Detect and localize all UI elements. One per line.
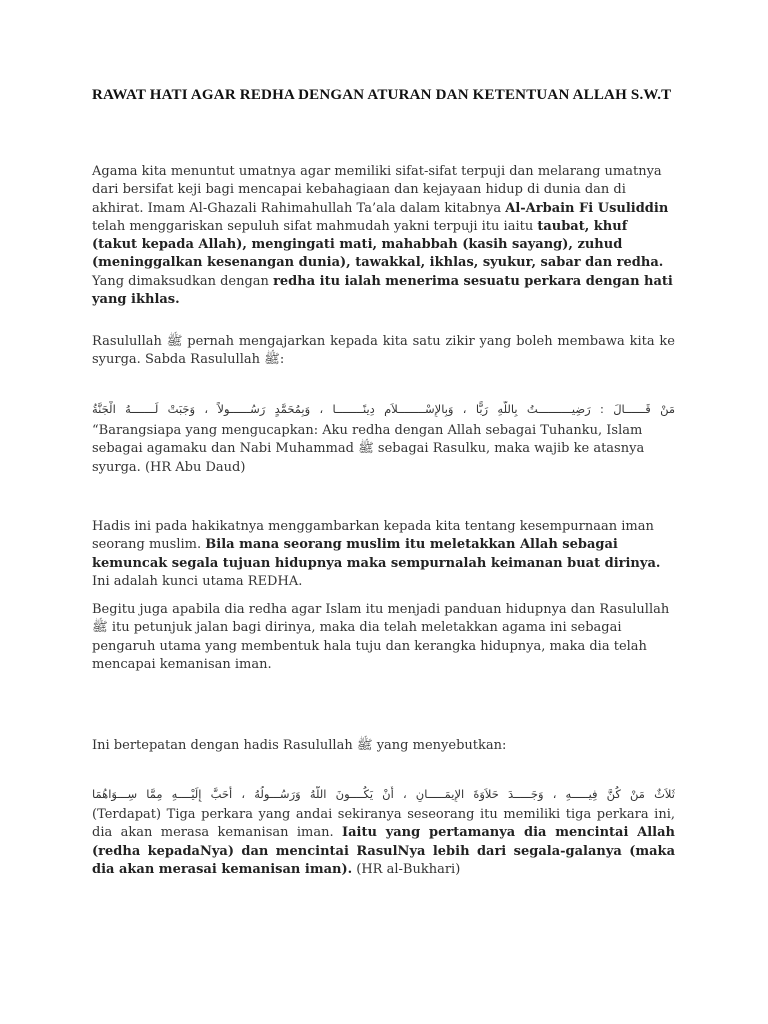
paragraph-hadith-explanation bbox=[92, 518, 675, 591]
paragraph-intro-bold-2: taubat, khuf (takut kepada Allah), mengingati mati, mahabbah (kasih sayang), zuhud (meninggalkan kesenangan dunia), tawakkal, ikhlas, syukur, sabar dan redha. bbox=[92, 218, 664, 271]
paragraph-translation-2 bbox=[92, 806, 675, 879]
paragraph-intro-text-2: telah menggariskan sepuluh sifat mahmudah yakni terpuji itu iaitu bbox=[92, 218, 538, 234]
paragraph-translation-2-text-1: (Terdapat) Tiga perkara yang andai sekiranya seseorang itu memiliki tiga perkara ini, dia akan merasa kemanisan iman. bbox=[92, 807, 675, 841]
paragraph-hadith-explanation-bold: Bila mana seorang muslim itu meletakkan Allah sebagai kemuncak segala tujuan hidupnya maka sempurnalah keimanan buat dirinya. bbox=[92, 537, 661, 571]
paragraph-translation-2-bold: Iaitu yang pertamanya dia mencintai Allah (redha kepadaNya) dan mencintai RasulNya lebih dari segala-galanya (maka dia akan merasai kemanisan iman). bbox=[92, 825, 675, 877]
paragraph-hadith-explanation-text-2: Ini adalah kunci utama REDHA. bbox=[92, 573, 303, 589]
paragraph-translation-1: “Barangsiapa yang mengucapkan: Aku redha dengan Allah sebagai Tuhanku, Islam sebagai agamaku dan Nabi Muhammad ﷺ sebagai Rasulku, maka wajib ke atasnya syurga. (HR Abu Daud) bbox=[92, 423, 645, 475]
paragraph-hadith-explanation-text-1: Hadis ini pada hakikatnya menggambarkan kepada kita tentang kesempurnaan iman seorang muslim. bbox=[92, 519, 654, 553]
paragraph-intro-bold-3: redha itu ialah menerima sesuatu perkara dengan hati yang ikhlas. bbox=[92, 273, 673, 308]
arabic-hadith-1: مَنْ قَــــــالَ : رَضِيــــــــــتُ بِاللَّهِ رَبًّا ، وَبِالإِسْــــــــلاَمِ دِينًــــــــا ، وَبِمُحَمَّدٍ رَسُــــــولاً ، وَجَبَتْ لَـــــــهُ الْجَنَّةُ bbox=[92, 402, 675, 416]
paragraph-intro-text-3: Yang dimaksudkan dengan bbox=[92, 273, 274, 289]
paragraph-translation-2-text-2: (HR al-Bukhari) bbox=[352, 861, 461, 877]
paragraph-rasulullah-zikir: Rasulullah ﷺ pernah mengajarkan kepada kita satu zikir yang boleh membawa kita ke syurga. Sabda Rasulullah ﷺ: bbox=[92, 334, 675, 368]
paragraph-islam-guidance: Begitu juga apabila dia redha agar Islam itu menjadi panduan hidupnya dan Rasulullah ﷺ itu petunjuk jalan bagi dirinya, maka dia telah meletakkan agama ini sebagai pengaruh utama yang membentuk hala tuju dan kerangka hidupnya, maka dia telah mencapai kemanisan iman. bbox=[92, 602, 670, 672]
paragraph-intro-text-1: Agama kita menuntut umatnya agar memiliki sifat-sifat terpuji dan melarang umatnya dari bersifat keji bagi mencapai kebahagiaan dan kejayaan hidup di dunia dan di akhirat. Imam Al-Ghazali Rahimahullah Ta’ala dalam kitabnya bbox=[92, 164, 662, 216]
document-title: RAWAT HATI AGAR REDHA DENGAN ATURAN DAN KETENTUAN ALLAH S.W.T bbox=[92, 87, 672, 103]
paragraph-intro bbox=[92, 163, 675, 309]
paragraph-hadith-intro: Ini bertepatan dengan hadis Rasulullah ﷺ yang menyebutkan: bbox=[92, 738, 507, 753]
paragraph-intro-bold-1: Al-Arbain Fi Usuliddin bbox=[505, 200, 669, 216]
arabic-hadith-2: ثَلاَثٌ مَنْ كُنَّ فِيـــــهِ ، وَجَـــــدَ حَلاَوَةَ الإِيمَـــــانِ ، أَنْ يَكُــــونَ اللَّهُ وَرَسُـــولُهُ ، أَحَبَّ إِلَيْــــهِ مِمَّا سِـــوَاهُمَا bbox=[92, 787, 675, 801]
